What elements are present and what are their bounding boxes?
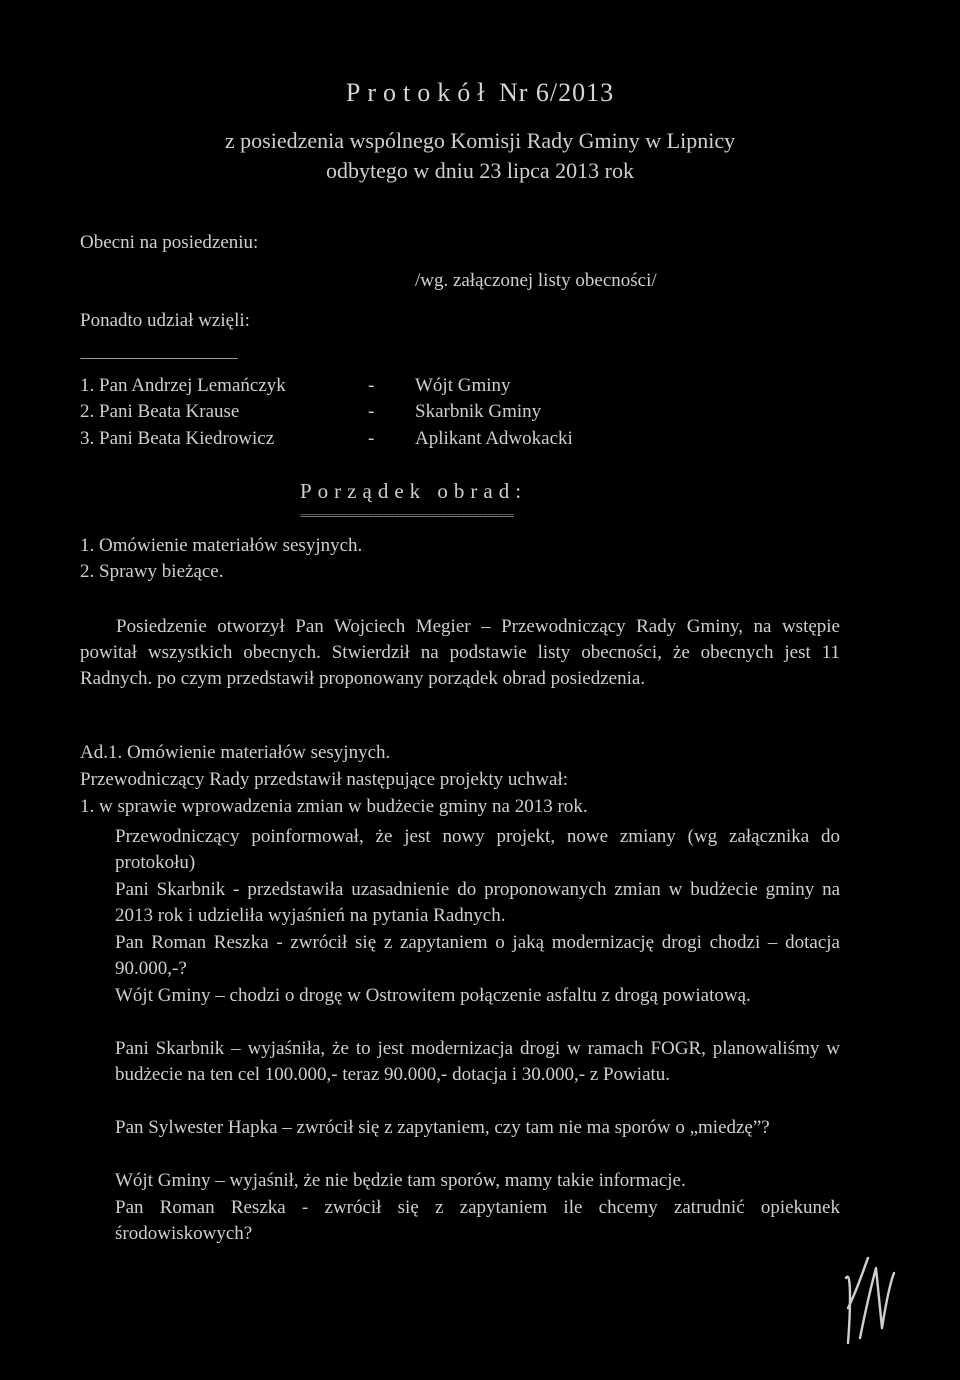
discussion-paragraph: Wójt Gminy – wyjaśnił, że nie będzie tam sporów, mamy takie informacje. xyxy=(115,1170,686,1191)
title-word: Protokół xyxy=(345,78,492,107)
discussion-paragraph: Pan Sylwester Hapka – zwrócił się z zapytaniem, czy tam nie ma sporów o „miedzę”? xyxy=(115,1117,770,1138)
person-name: 1. Pan Andrzej Lemańczyk xyxy=(80,375,286,396)
present-note: /wg. załączonej listy obecności/ xyxy=(415,270,657,291)
person-role: Wójt Gminy xyxy=(415,375,511,396)
section-intro: Przewodniczący Rady przedstawił następujące projekty uchwał: xyxy=(80,769,569,790)
discussion-paragraph: Wójt Gminy – chodzi o drogę w Ostrowitem połączenie asfaltu z drogą powiatową. xyxy=(115,985,751,1006)
agenda-separator: ========================================= xyxy=(300,510,514,522)
also-label: Ponadto udział wzięli: xyxy=(80,310,250,331)
opening-paragraph: Posiedzenie otworzył Pan Wojciech Megier – Przewodniczący Rady Gminy, na wstępie powitał wszystkich obecnych. Stwierdził na podstawie listy obecności, że obecnych jest 11 Radnych. po czym przedstawił proponowany porządek obrad posiedzenia. xyxy=(80,616,840,689)
subtitle-line-1: z posiedzenia wspólnego Komisji Rady Gminy w Lipnicy xyxy=(224,128,736,153)
discussion-paragraph: Pani Skarbnik – wyjaśniła, że to jest modernizacja drogi w ramach FOGR, planowaliśmy w budżecie na ten cel 100.000,- teraz 90.000,- dotacja i 30.000,- z Powiatu. xyxy=(115,1038,840,1085)
attendance-separator: ----------------------------------------------------------- xyxy=(80,352,238,364)
title-number: Nr 6/2013 xyxy=(498,78,615,107)
resolution-item: 1. w sprawie wprowadzenia zmian w budżecie gminy na 2013 rok. xyxy=(80,796,588,817)
person-name: 3. Pani Beata Kiedrowicz xyxy=(80,428,275,449)
signature-initials xyxy=(838,1248,898,1358)
discussion-paragraph: Pan Roman Reszka - zwrócił się z zapytaniem ile chcemy zatrudnić opiekunek środowiskowych? xyxy=(115,1197,840,1244)
subtitle-line-2: odbytego w dniu 23 lipca 2013 rok xyxy=(326,158,634,183)
agenda-item: 2. Sprawy bieżące. xyxy=(80,561,224,582)
person-name: 2. Pani Beata Krause xyxy=(80,401,240,422)
discussion-paragraph: Przewodniczący poinformował, że jest nowy projekt, nowe zmiany (wg załącznika do protokołu) xyxy=(115,826,840,873)
person-role: Skarbnik Gminy xyxy=(415,401,542,422)
person-separator: - xyxy=(368,428,375,449)
agenda-heading: Porządek obrad: xyxy=(300,479,528,503)
agenda-item: 1. Omówienie materiałów sesyjnych. xyxy=(80,535,363,556)
person-separator: - xyxy=(368,401,375,422)
document-title xyxy=(0,78,960,108)
present-label: Obecni na posiedzeniu: xyxy=(80,232,259,253)
section-heading: Ad.1. Omówienie materiałów sesyjnych. xyxy=(80,742,391,763)
discussion-paragraph: Pani Skarbnik - przedstawiła uzasadnienie do proponowanych zmian w budżecie gminy na 2013 rok i udzieliła wyjaśnień na pytania Radnych. xyxy=(115,879,840,926)
discussion-paragraph: Pan Roman Reszka - zwrócił się z zapytaniem o jaką modernizację drogi chodzi – dotacja 90.000,-? xyxy=(115,932,840,979)
person-separator: - xyxy=(368,375,375,396)
person-role: Aplikant Adwokacki xyxy=(415,428,573,449)
